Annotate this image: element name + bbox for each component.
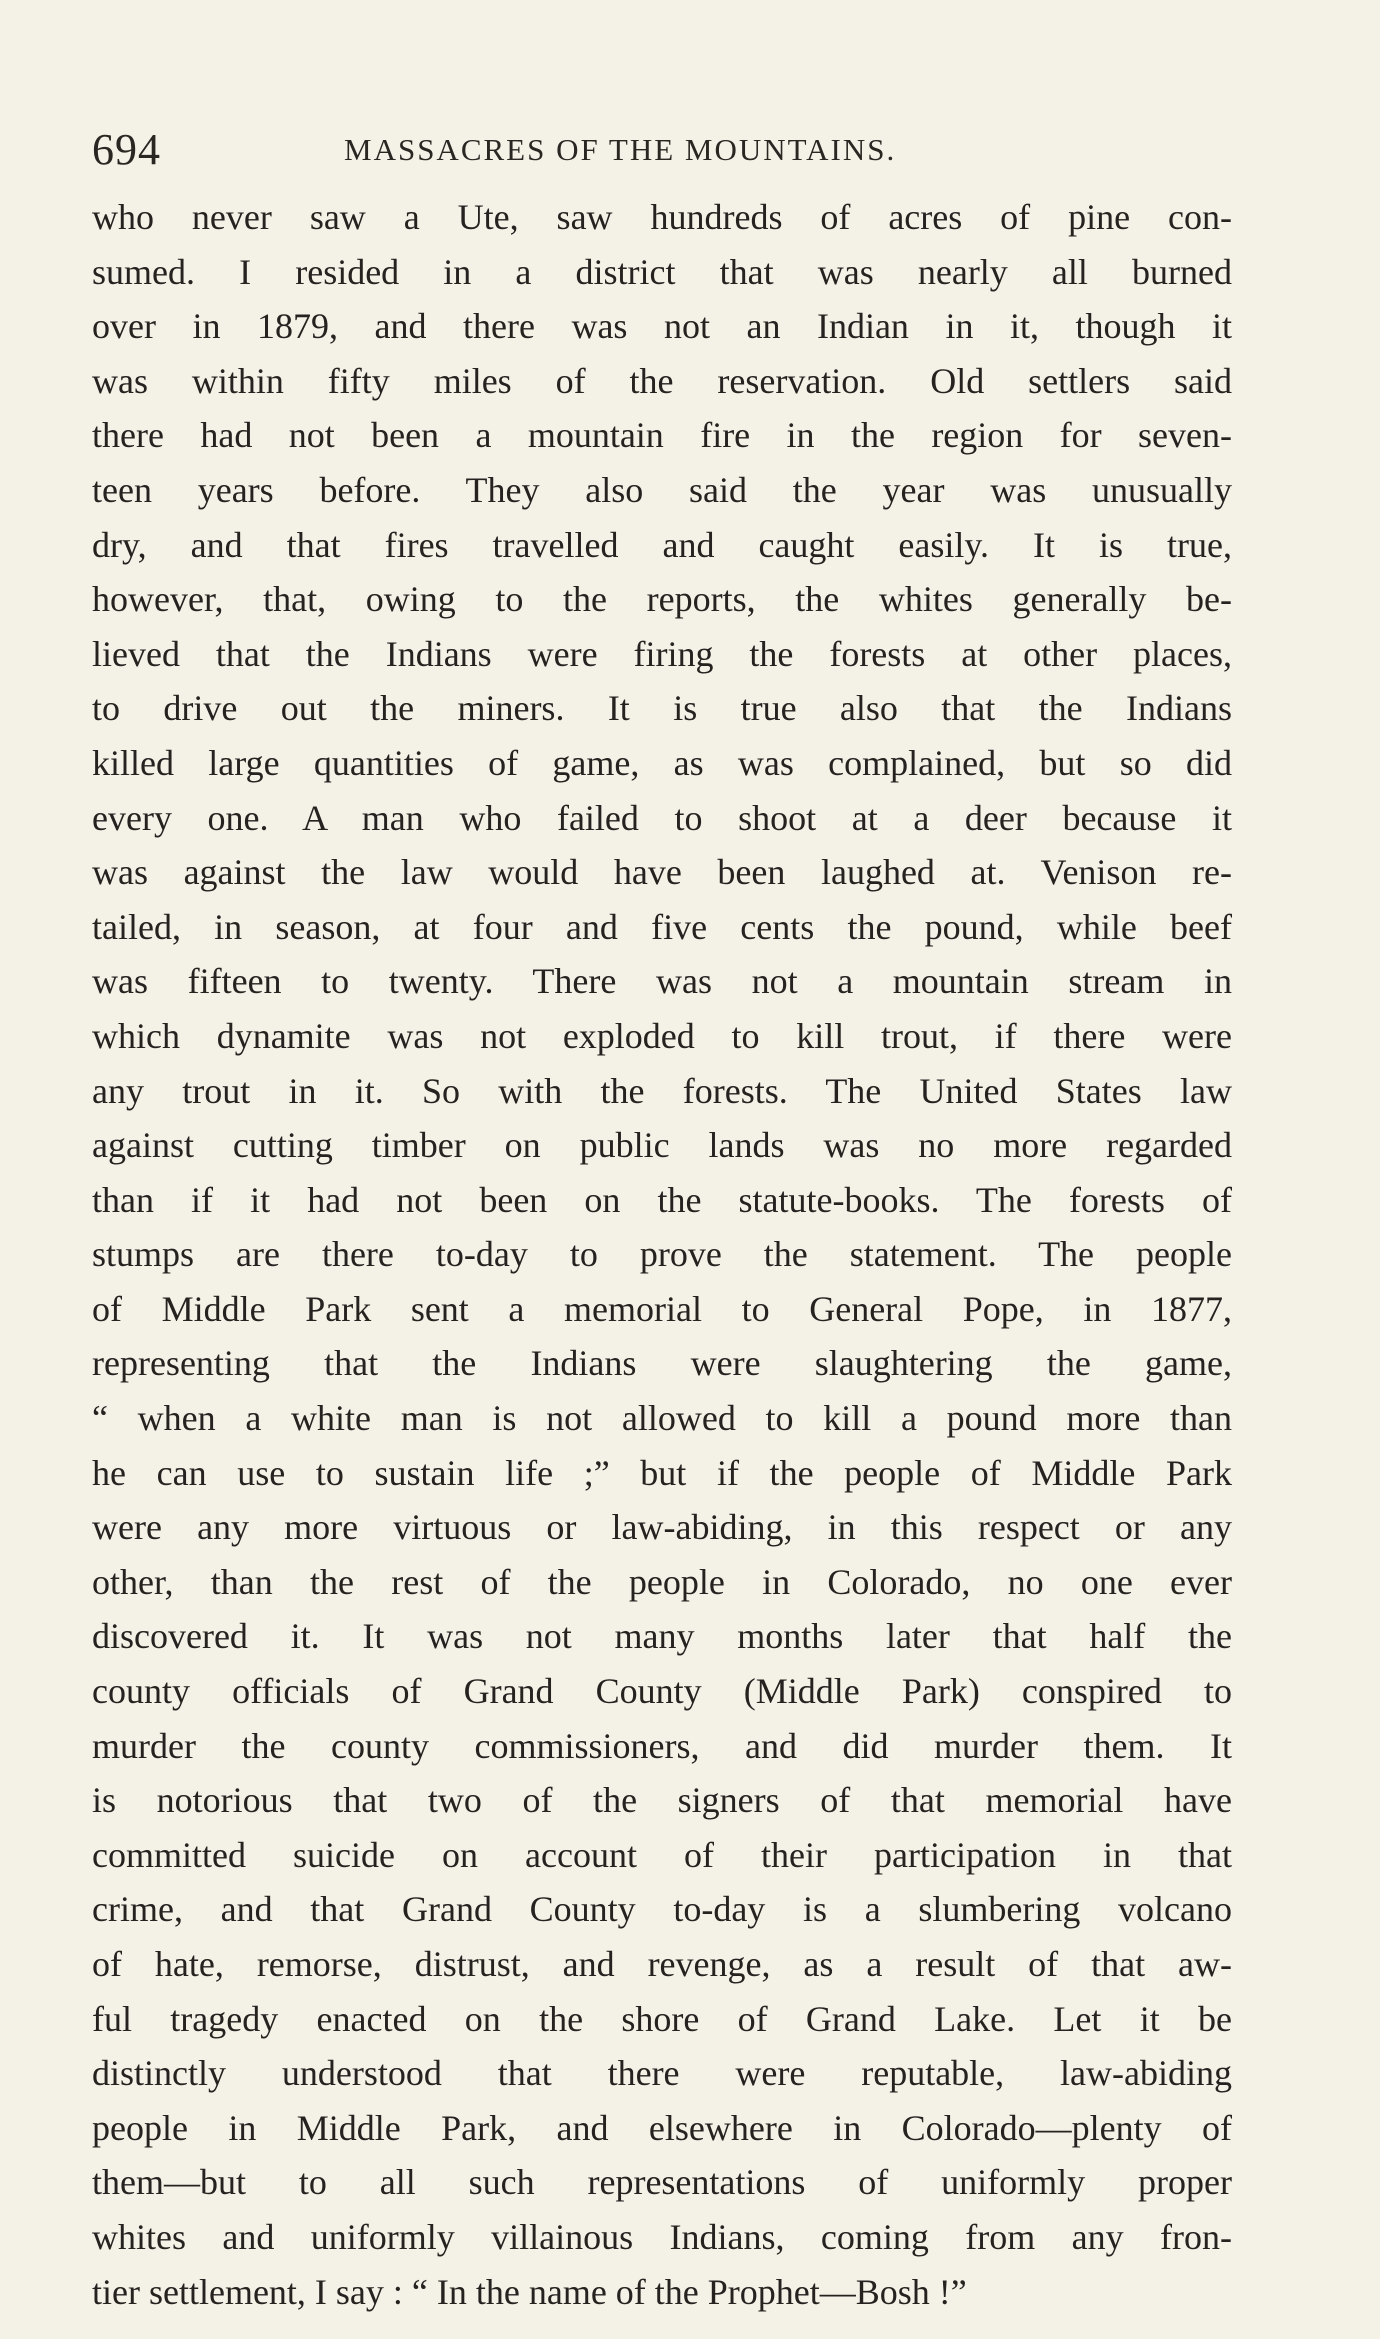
text-line: were any more virtuous or law-abiding, in this respect or any <box>92 1507 1232 1548</box>
text-line: stumps are there to-day to prove the statement. The people <box>92 1234 1232 1275</box>
text-line: to drive out the miners. It is true also that the Indians <box>92 688 1232 729</box>
text-line: of hate, remorse, distrust, and revenge, as a result of that aw- <box>92 1944 1232 1984</box>
text-line: of Middle Park sent a memorial to General Pope, in 1877, <box>92 1288 1232 1329</box>
running-title: MASSACRES OF THE MOUNTAINS. <box>344 132 897 167</box>
text-line: who never saw a Ute, saw hundreds of acres of pine con- <box>92 197 1232 237</box>
text-line: other, than the rest of the people in Colorado, no one ever <box>92 1561 1232 1602</box>
text-line: distinctly understood that there were reputable, law-abiding <box>92 2053 1232 2094</box>
text-line: is notorious that two of the signers of that memorial have <box>92 1780 1232 1821</box>
text-line: tailed, in season, at four and five cents the pound, while beef <box>92 906 1232 947</box>
text-line: dry, and that fires travelled and caught easily. It is true, <box>92 524 1232 565</box>
text-line: lieved that the Indians were firing the forests at other places, <box>92 633 1232 674</box>
page-number: 694 <box>92 125 161 174</box>
text-line: which dynamite was not exploded to kill trout, if there were <box>92 1015 1232 1056</box>
text-line: sumed. I resided in a district that was nearly all burned <box>92 251 1232 292</box>
text-line: “ when a white man is not allowed to kill a pound more than <box>92 1398 1232 1439</box>
text-line: them—but to all such representations of uniformly proper <box>92 2162 1232 2203</box>
text-line: teen years before. They also said the year was unusually <box>92 469 1232 510</box>
text-line: crime, and that Grand County to-day is a slumbering volcano <box>92 1889 1232 1930</box>
text-line: against cutting timber on public lands was no more regarded <box>92 1125 1232 1166</box>
text-line: committed suicide on account of their participation in that <box>92 1834 1232 1875</box>
text-line: he can use to sustain life ;” but if the people of Middle Park <box>92 1452 1232 1493</box>
text-line: tier settlement, I say : “ In the name of the Prophet—Bosh !” <box>92 2271 967 2312</box>
text-line: was fifteen to twenty. There was not a mountain stream in <box>92 961 1232 1002</box>
page-header <box>92 120 1242 180</box>
text-line: was against the law would have been laughed at. Venison re- <box>92 852 1232 893</box>
text-line: ful tragedy enacted on the shore of Grand Lake. Let it be <box>92 1998 1232 2039</box>
text-line: county officials of Grand County (Middle Park) conspired to <box>92 1671 1232 1712</box>
text-line: representing that the Indians were slaughtering the game, <box>92 1343 1232 1384</box>
text-line: however, that, owing to the reports, the whites generally be- <box>92 579 1232 620</box>
text-line: there had not been a mountain fire in the region for seven- <box>92 415 1232 456</box>
text-line: killed large quantities of game, as was complained, but so did <box>92 742 1232 783</box>
text-line: discovered it. It was not many months later that half the <box>92 1616 1232 1657</box>
text-line: any trout in it. So with the forests. The United States law <box>92 1070 1232 1111</box>
text-line: was within fifty miles of the reservation. Old settlers said <box>92 360 1232 401</box>
text-line: whites and uniformly villainous Indians, coming from any fron- <box>92 2216 1232 2257</box>
body-text <box>92 190 1232 2319</box>
text-line: murder the county commissioners, and did murder them. It <box>92 1725 1232 1766</box>
text-line: every one. A man who failed to shoot at a deer because it <box>92 797 1232 838</box>
text-line: than if it had not been on the statute-books. The forests of <box>92 1179 1232 1220</box>
text-line: over in 1879, and there was not an Indian in it, though it <box>92 306 1232 347</box>
text-line: people in Middle Park, and elsewhere in Colorado—plenty of <box>92 2107 1232 2148</box>
